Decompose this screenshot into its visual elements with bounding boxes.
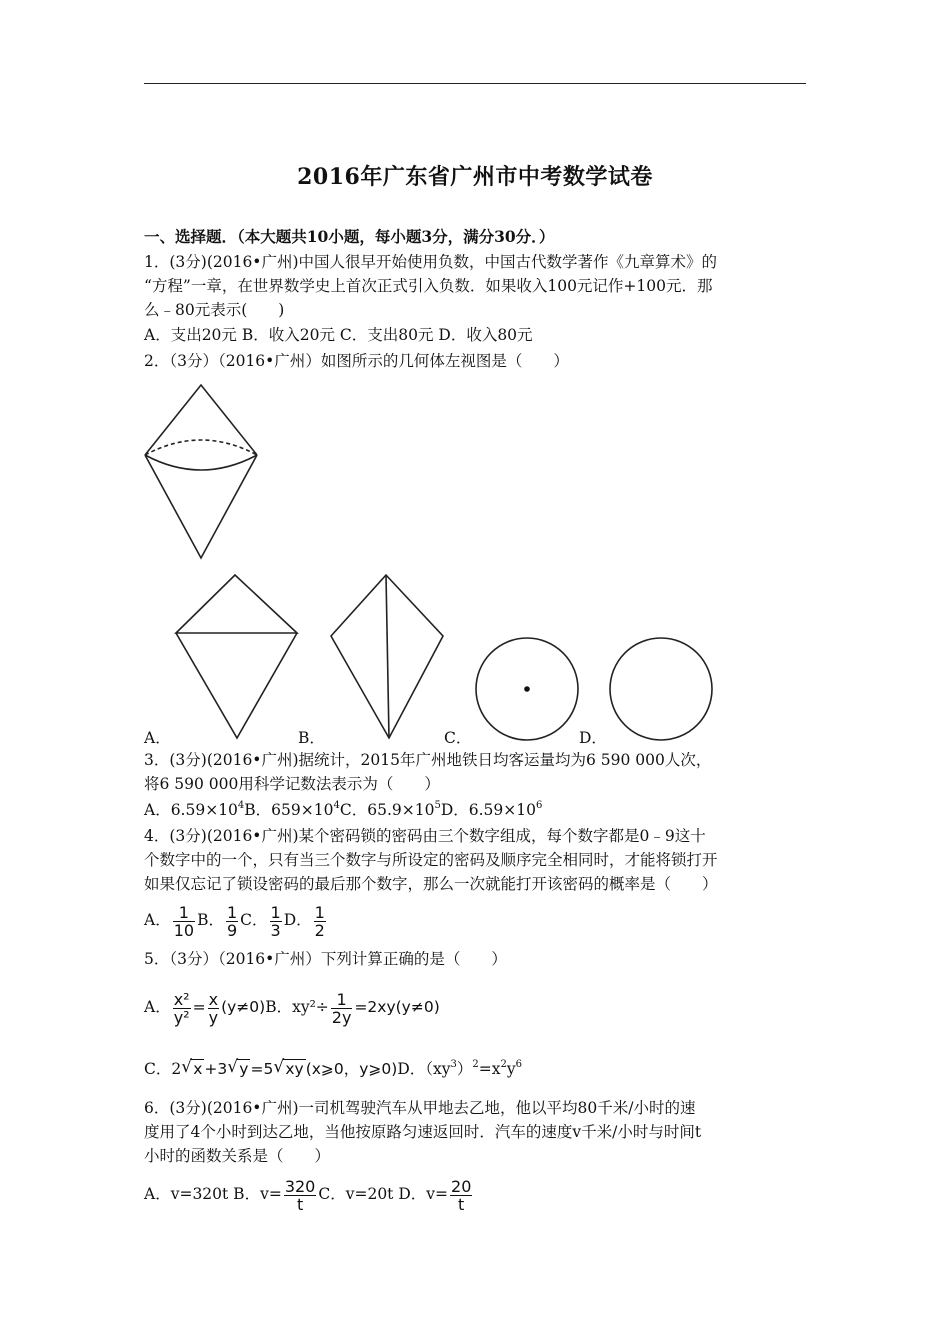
q3-option-b: B．659×10 [244,801,334,819]
q5-option-d: D．（xy [397,1060,451,1078]
sqrt-xy: √ xy [273,1058,305,1080]
q3-options [144,799,810,821]
q2-label-b: B． [298,729,325,747]
header-rule [144,83,806,84]
q3-option-c: C．65.9×10 [339,801,435,819]
q1-line3: 么﹣80元表示( ) [144,301,285,319]
sqrt-x: √ x [181,1058,204,1080]
section-heading: 一、选择题．（本大题共10小题，每小题3分，满分30分．） [144,227,555,246]
q2-label-d: D． [579,729,607,747]
q4-option-a-frac: $\frac{1}{10}$ [173,902,195,940]
q6-line1: 6．(3分)(2016•广州)一司机驾驶汽车从甲地去乙地，他以平均80千米/小时的速 [144,1099,696,1117]
q1-line1: 1．(3分)(2016•广州)中国人很早开始使用负数，中国古代数学著作《九章算术》的 [144,253,718,271]
q6-line3: 小时的函数关系是（ ） [144,1147,331,1165]
q4-option-c: C． [240,911,268,929]
q2-option-c-figure [476,638,578,740]
q4-option-a: A． [144,911,171,929]
q5-options-ab: A． $\frac{\text{x²}}{\text{y²}}$ = $\frac{x}{y}$ (y≠0)B．xy²÷ $\frac{1}{2y}$ =2xy(y≠0) [144,989,440,1027]
q2-label-c: C． [444,729,472,747]
q4-line2: 个数字中的一个，只有当三个数字与所设定的密码及顺序完全相同时，才能将锁打开 [144,851,718,869]
q5-option-b: B．xy²÷ [265,998,329,1016]
q5-option-a: A． [144,998,171,1016]
q2-option-b-figure [331,575,443,738]
page-title: 2016年广东省广州市中考数学试卷 [297,164,653,190]
q6-options [144,1174,810,1214]
q5-option-a-frac1: $\frac{\text{x²}}{\text{y²}}$ [173,989,190,1027]
q4-option-b: B． [197,911,224,929]
q5-option-c: C．2 [144,1060,182,1078]
sqrt-y: √ y [227,1058,250,1080]
q3-option-b-exp: 4 [333,800,340,811]
q6-option-ab: A．v=320t B．v= [144,1185,282,1203]
q3-option-d-exp: 6 [535,800,543,811]
q3-line1: 3．(3分)(2016•广州)据统计，2015年广州地铁日均客运量均为6 590 000人次， [144,751,712,769]
q4-line1: 4．(3分)(2016•广州)某个密码锁的密码由三个数字组成，每个数字都是0﹣9这十 [144,827,706,845]
q4-option-b-frac: $\frac{1}{9}$ [226,902,238,940]
q3-option-a: A．6.59×10 [144,801,238,819]
q6-option-cd: C．v=20t D．v= [318,1185,449,1203]
q1-line2: “方程”一章，在世界数学史上首次正式引入负数．如果收入100元记作+100元．那 [144,277,713,295]
q3-option-d: D．6.59×10 [440,801,536,819]
q5-option-a-frac2: $\frac{x}{y}$ [208,989,219,1027]
q2-option-d-figure [610,638,712,740]
q1-options: A．支出20元 B．收入20元 C．支出80元 D．收入80元 [144,326,533,344]
q6-option-b-frac: $\frac{320}{t}$ [284,1176,316,1214]
q4-option-c-frac: $\frac{1}{3}$ [270,902,281,940]
q5-options-cd: C．2√ x +3√ y =5√ xy (x⩾0，y⩾0)D．$(xy^3)^2=x^2y^6$ [144,1058,810,1080]
q5-stem: 5．（3分）（2016•广州）下列计算正确的是（ ） [144,950,507,968]
q6-option-d-frac: $\frac{20}{t}$ [451,1176,472,1214]
q3-option-c-exp: 5 [434,800,441,811]
q4-line3: 如果仅忘记了锁设密码的最后那个数字，那么一次就能打开该密码的概率是（ ） [144,875,718,893]
q2-stem: 2．（3分）（2016•广州）如图所示的几何体左视图是（ ） [144,352,569,370]
q3-option-a-exp: 4 [237,800,245,811]
q4-option-d-frac: $\frac{1}{2}$ [314,902,325,940]
q4-option-d: D． [283,911,312,929]
q2-option-a-figure [176,575,297,738]
q2-label-a: A． [144,729,171,747]
q6-line2: 度用了4个小时到达乙地，当他按原路匀速返回时．汽车的速度v千米/小时与时间t [144,1123,702,1141]
q3-line2: 将6 590 000用科学记数法表示为（ ） [144,775,440,793]
q4-options [144,902,810,939]
q5-option-b-frac: $\frac{1}{2y}$ [331,989,352,1027]
